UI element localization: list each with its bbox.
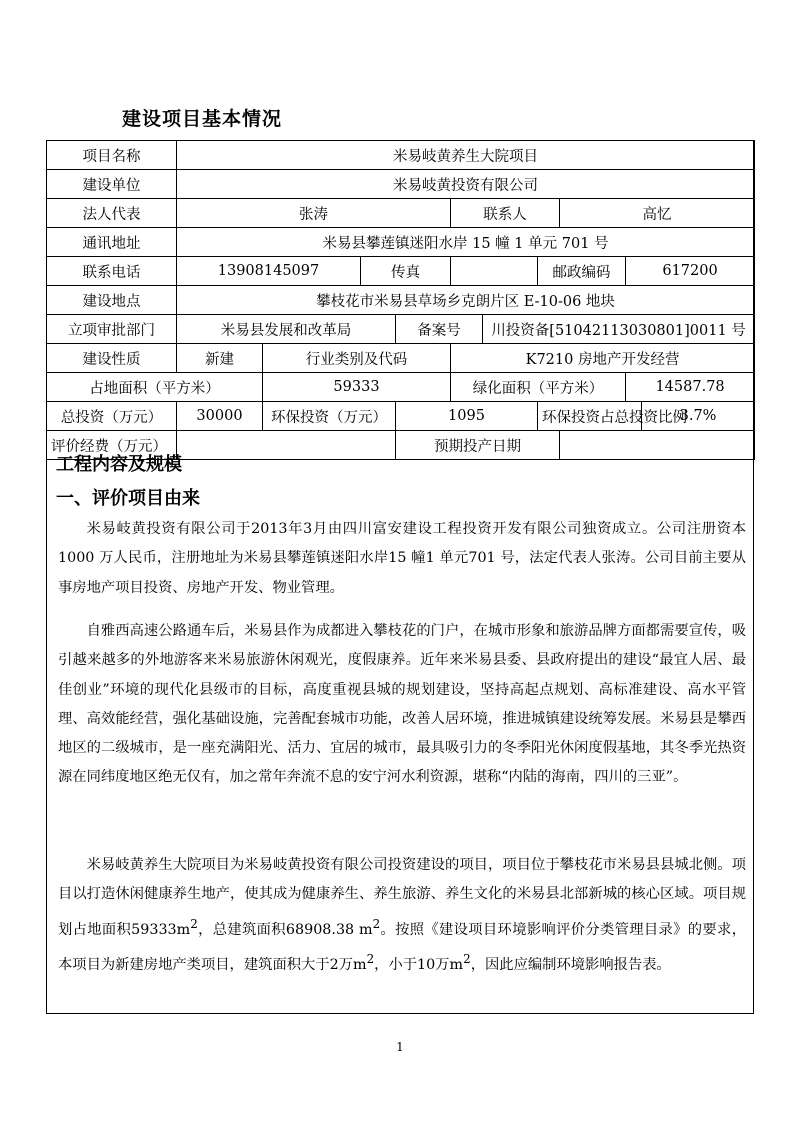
table-row — [47, 228, 755, 257]
paragraph-background: 自雅西高速公路通车后，米易县作为成都进入攀枝花的门户，在城市形象和旅游品牌方面都需要宣传，吸引越来越多的外地游客来米易旅游休闲观光，度假康养。近年来米易县委、县政府提出的建设“最宜人居、最佳创业”环境的现代化县级市的目标，高度重视县城的规划建设，坚持高起点规划、高标准建设、高水平管理、高效能经营，强化基础设施，完善配套城市功能，改善人居环境，推进城镇建设统筹发展。米易县是攀西地区的二级城市，是一座充满阳光、活力、宜居的城市，最具吸引力的冬季阳光休闲度假基地，其冬季光热资源在同纬度地区绝无仅有，加之常年奔流不息的安宁河水利资源，堪称“内陆的海南，四川的三亚”。 — [58, 623, 746, 786]
expected-date-value — [560, 431, 755, 460]
project-paragraph — [58, 851, 746, 980]
eval-fee-label: 评价经费（万元） — [47, 431, 177, 460]
postcode-value: 617200 — [626, 257, 755, 286]
table-row — [47, 286, 755, 315]
table-row — [47, 141, 755, 170]
legal-rep-label: 法人代表 — [47, 199, 177, 228]
superscript: 2 — [372, 916, 381, 931]
record-no-value: 川投资备[51042113030801]0011 号 — [483, 315, 755, 344]
contact-value: 高忆 — [560, 199, 755, 228]
env-ratio-value: 3.7% — [642, 402, 755, 431]
nature-value: 新建 — [177, 344, 263, 373]
paragraph-company: 米易岐黄投资有限公司于2013年3月由四川富安建设工程投资开发有限公司独资成立。公司注册资本1000 万人民币，注册地址为米易县攀莲镇迷阳水岸15 幢1 单元701 号，法定代表人张涛。公司目前主要从事房地产项目投资、房地产开发、物业管理。 — [58, 521, 746, 596]
address-value: 米易县攀莲镇迷阳水岸 15 幢 1 单元 701 号 — [177, 228, 755, 257]
paragraph-project — [58, 851, 746, 980]
project-text-part: ，总建筑面积68908.38 m — [197, 921, 373, 938]
table-row — [47, 199, 755, 228]
builder-label: 建设单位 — [47, 170, 177, 199]
env-invest-value: 1095 — [396, 402, 538, 431]
record-no-label: 备案号 — [396, 315, 483, 344]
env-invest-label: 环保投资（万元） — [263, 402, 396, 431]
phone-value: 13908145097 — [177, 257, 361, 286]
superscript: 2 — [366, 951, 375, 966]
nature-label: 建设性质 — [47, 344, 177, 373]
project-text-part: ，因此应编制环境影响报告表。 — [470, 956, 671, 973]
total-invest-value: 30000 — [177, 402, 263, 431]
area-label: 占地面积（平方米） — [47, 373, 263, 402]
table-row — [47, 373, 755, 402]
total-invest-label: 总投资（万元） — [47, 402, 177, 431]
origin-heading: 一、评价项目由来 — [56, 488, 200, 509]
green-area-value: 14587.78 — [626, 373, 755, 402]
builder-value: 米易岐黄投资有限公司 — [177, 170, 755, 199]
background-paragraph — [58, 617, 746, 793]
fax-value — [451, 257, 538, 286]
legal-rep-value: 张涛 — [177, 199, 451, 228]
table-row — [47, 315, 755, 344]
project-name-value: 米易岐黄养生大院项目 — [177, 141, 755, 170]
phone-label: 联系电话 — [47, 257, 177, 286]
industry-value: K7210 房地产开发经营 — [451, 344, 755, 373]
page-number: 1 — [396, 1040, 404, 1054]
site-value: 攀枝花市米易县草场乡克朗片区 E-10-06 地块 — [177, 286, 755, 315]
project-text-part: ，小于10万m — [374, 956, 464, 973]
postcode-label: 邮政编码 — [538, 257, 626, 286]
green-area-label: 绿化面积（平方米） — [451, 373, 626, 402]
eval-fee-value — [177, 431, 396, 460]
table-row — [47, 170, 755, 199]
table-row — [47, 402, 755, 431]
superscript: 2 — [463, 951, 471, 966]
address-label: 通讯地址 — [47, 228, 177, 257]
superscript: 2 — [190, 916, 198, 931]
site-label: 建设地点 — [47, 286, 177, 315]
approval-dept-value: 米易县发展和改革局 — [177, 315, 396, 344]
project-info-table — [46, 140, 755, 460]
table-row — [47, 344, 755, 373]
fax-label: 传真 — [361, 257, 451, 286]
table-row — [47, 257, 755, 286]
project-text-part: 。按照《建设项目环境影响评价分类管理目录》的要求，本项目为新建房地产类项目，建筑面积大于2万m — [58, 921, 746, 973]
approval-dept-label: 立项审批部门 — [47, 315, 177, 344]
intro-paragraph — [58, 515, 746, 603]
contact-label: 联系人 — [451, 199, 560, 228]
industry-label: 行业类别及代码 — [263, 344, 451, 373]
page-title: 建设项目基本情况 — [122, 108, 283, 130]
env-ratio-label: 环保投资占总投资比例 — [538, 402, 642, 431]
scope-heading: 工程内容及规模 — [56, 454, 182, 475]
expected-date-label: 预期投产日期 — [396, 431, 560, 460]
project-text-part: 米易岐黄养生大院项目为米易岐黄投资有限公司投资建设的项目，项目位于攀枝花市米易县县城北侧。项目以打造休闲健康养生地产，使其成为健康养生、养生旅游、养生文化的米易县北部新城的核心区域。项目规划占地面积59333m — [58, 857, 746, 938]
project-name-label: 项目名称 — [47, 141, 177, 170]
area-value: 59333 — [263, 373, 451, 402]
